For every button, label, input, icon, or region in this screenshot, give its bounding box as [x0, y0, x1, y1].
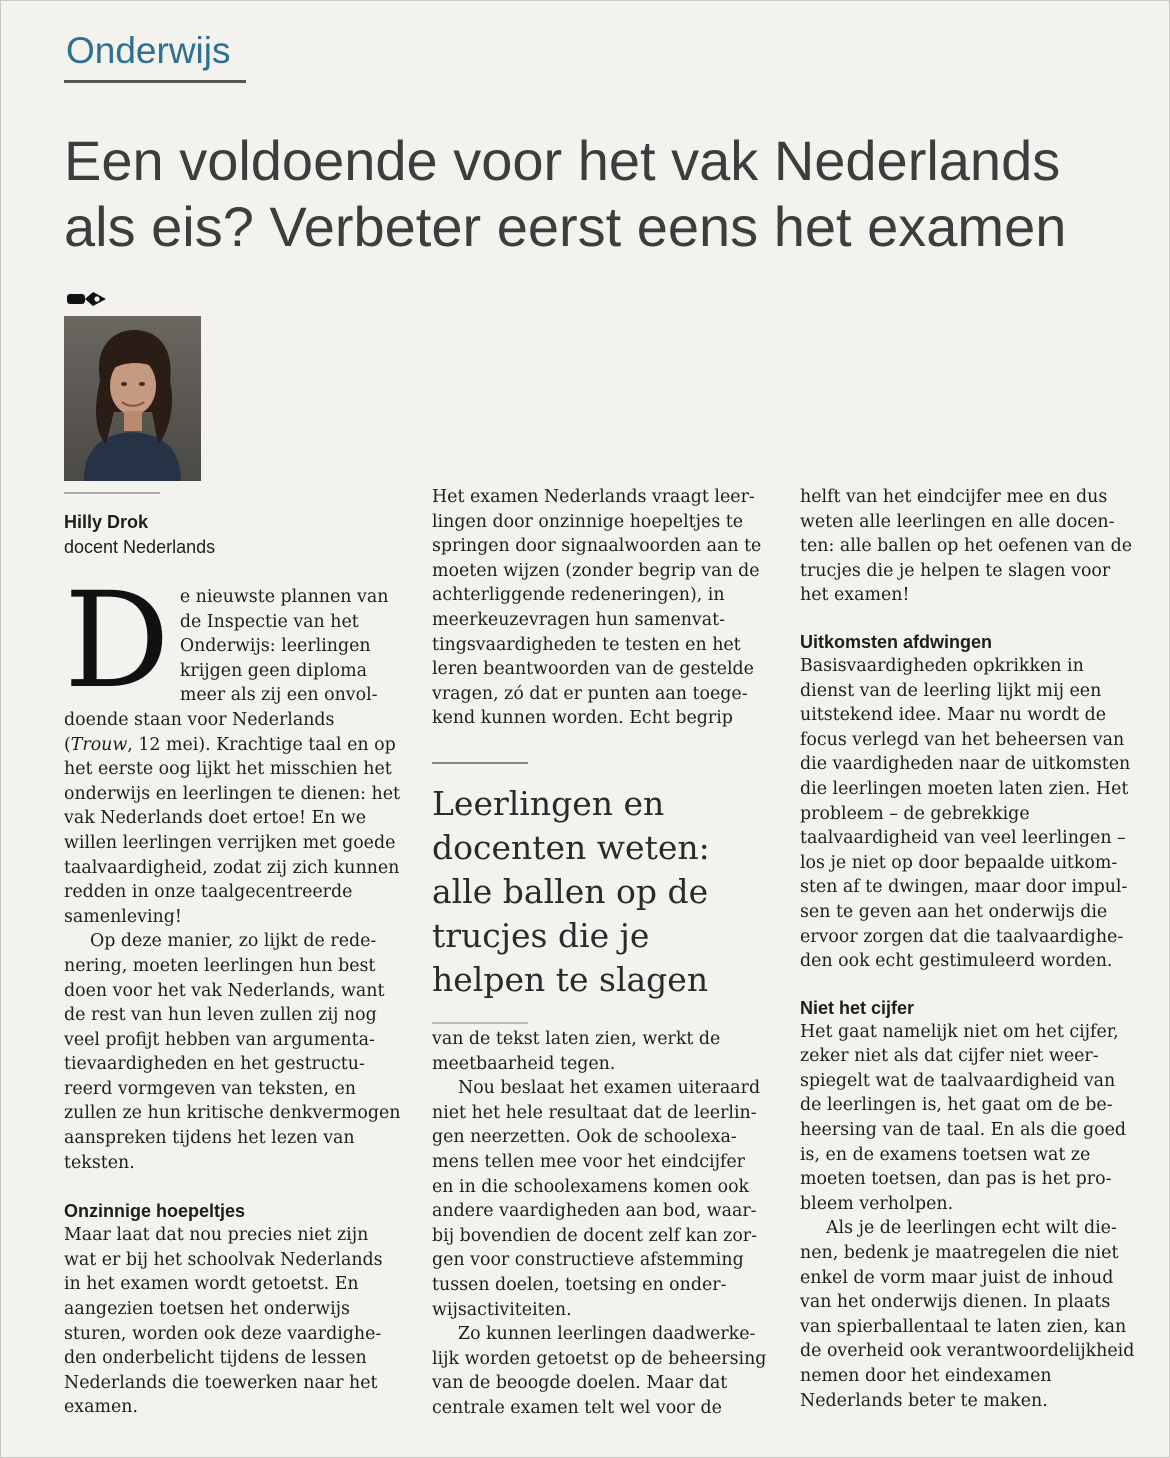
article-paragraph: helft van het eindcijfer mee en dus weten alle leerlingen en alle docenten: alle ballen op het oefenen van de trucjes die je helpen te slagen voor het examen! — [800, 487, 1133, 606]
article-column-2-bottom — [432, 1027, 770, 1421]
drop-cap: D — [64, 564, 170, 718]
article-paragraph: Het examen Nederlands vraagt leerlingen door onzinnige hoepeltjes te springen door signaalwoorden aan te moeten wijzen (zonder begrip van de achterliggende redeneringen), in meerkeuzevragen hun samenvattingsvaardigheden te testen en het leren beantwoorden van de gestelde vragen, zó dat er punten aan toegekend kunnen worden. Echt begrip — [432, 487, 762, 729]
author-rule — [64, 492, 160, 494]
pull-quote-text: Leerlingen en docenten weten: alle ballen op de trucjes die je helpen te slagen — [432, 784, 710, 999]
pull-quote — [432, 762, 770, 1024]
author-photo — [64, 316, 201, 481]
article-paragraph: Basisvaardigheden opkrikken in dienst van de leerling lijkt mij een uitstekend idee. Maar nu wordt de focus verlegd van het beheersen van die vaardigheden naar de uitkomsten die leerlingen moeten laten zien. Het probleem – de gebrekkige taalvaardigheid van veel leerlingen – los je niet op door bepaalde uitkomsten af te dwingen, maar door impulsen te geven aan het onderwijs die ervoor zorgen dat die taalvaardigheden ook echt gestimuleerd worden. — [800, 655, 1131, 972]
article-paragraph: Als je de leerlingen echt wilt dienen, bedenk je maatregelen die niet enkel de vorm maar juist de inhoud van het onderwijs dienen. In plaats van spierballentaal te laten zien, kan de overheid ook verantwoordelijkheid nemen door het eindexamen Nederlands beter te maken. — [800, 1218, 1135, 1411]
subheading: Onzinnige hoepeltjes — [64, 1201, 246, 1222]
article-paragraph: Maar laat dat nou precies niet zijn wat er bij het schoolvak Nederlands in het examen wordt getoetst. En aangezien toetsen het onderwijs sturen, worden ook deze vaardigheden onderbelicht tijdens de lessen Nederlands die toewerken naar het examen. — [64, 1225, 383, 1418]
article-paragraph: Het gaat namelijk niet om het cijfer, zeker niet als dat cijfer niet weerspiegelt wat de taalvaardigheid van de leerlingen is, het gaat om de beheersing van de taal. En als die goed is, en de examens toetsen wat ze moeten toetsen, dan pas is het probleem verholpen. — [800, 1021, 1127, 1214]
article-paragraph: Nou beslaat het examen uiteraard niet het hele resultaat dat de leerlingen neerzetten. Ook de schoolexamens tellen mee voor het eindcijfer en in die schoolexamens komen ook andere vaardigheden aan bod, waarbij bovendien de docent zelf kan zorgen voor constructieve afstemming tussen doelen, toetsing en onderwijsactiviteiten. — [432, 1078, 761, 1320]
article-paragraph: van de tekst laten zien, werkt de meetbaarheid tegen. — [432, 1029, 721, 1074]
source-name: Trouw — [70, 734, 128, 755]
article-column-2-top — [432, 485, 770, 731]
pen-nib-icon — [66, 289, 110, 309]
article-paragraph: Op deze manier, zo lijkt de redenering, moeten leerlingen hun best doen voor het vak Nederlands, want de rest van hun leven zullen zij nog veel profijt hebben van argumentatievaardigheden en het gestructureerd vormgeven van teksten, en zullen ze hun kritische denkvermogen aanspreken tijdens het lezen van teksten. — [64, 931, 401, 1173]
author-name: Hilly Drok — [64, 512, 149, 532]
pull-quote-rule — [432, 1022, 528, 1024]
section-label[interactable]: Onderwijs — [66, 30, 231, 71]
pull-quote-rule — [432, 762, 528, 764]
headline: Een voldoende voor het vak Nederlands als eis? Verbeter eerst eens het examen — [64, 129, 1067, 258]
article-column-3 — [800, 485, 1140, 1413]
article-paragraph: Zo kunnen leerlingen daadwerkelijk worden getoetst op de beheersing van de beoogde doelen. Maar dat centrale examen telt wel voor de — [432, 1324, 767, 1418]
paragraph-text: , 12 mei). Krachtige taal en op het eerste oog lijkt het misschien het onderwijs en leerlingen te dienen: het vak Nederlands doet ertoe! En we willen leerlingen verrijken met goede taalvaardigheid, zodat zij zich kunnen redden in onze taalgecentreerde samenleving! — [64, 734, 401, 927]
subheading: Uitkomsten afdwingen — [800, 631, 993, 652]
section-rule — [64, 80, 246, 83]
paragraph-text: e nieuwste plannen van de Inspectie van het Onderwijs: leerlingen krijgen geen diploma meer als zij een onvoldoende staan voor Nederlands ( — [64, 587, 389, 755]
article-column-1 — [64, 564, 402, 1420]
subheading: Niet het cijfer — [800, 997, 915, 1018]
author-role: docent Nederlands — [64, 537, 216, 557]
